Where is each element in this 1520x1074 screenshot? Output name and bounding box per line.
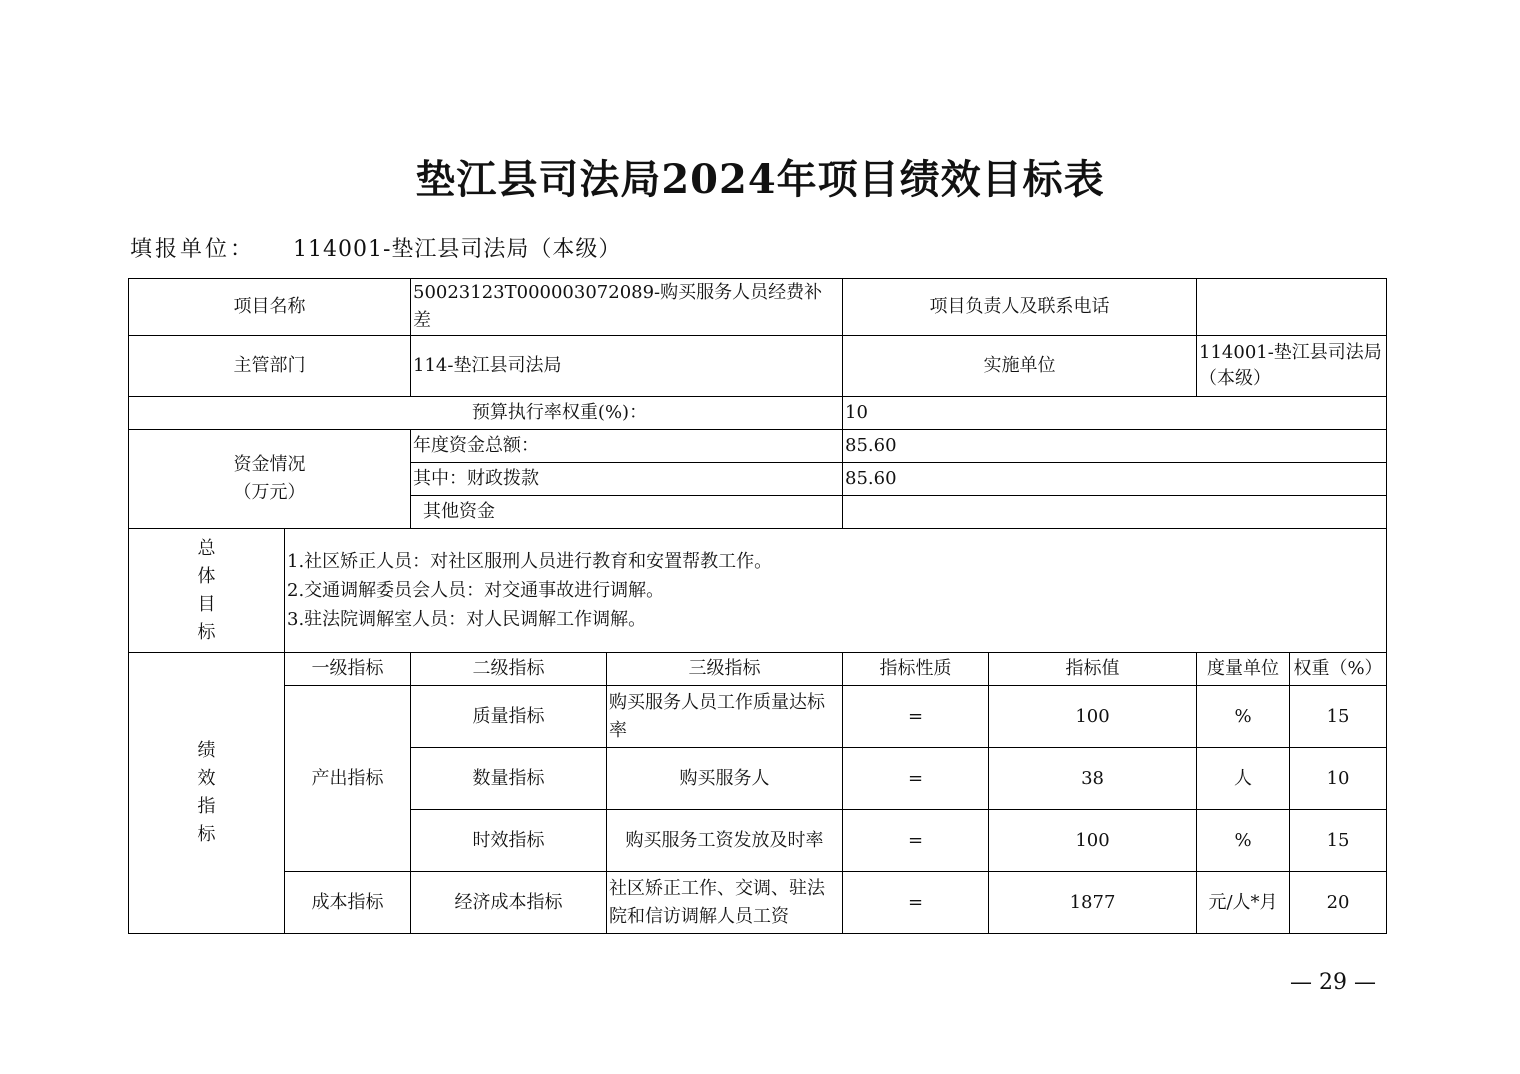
goal-line: 3.驻法院调解室人员：对人民调解工作调解。 xyxy=(287,609,647,630)
level2-cell: 数量指标 xyxy=(411,748,607,810)
funds-label-cell xyxy=(129,430,411,529)
impl-value: 114001-垫江县司法局（本级） xyxy=(1197,336,1387,397)
project-name-value: 50023123T000003072089-购买服务人员经费补差 xyxy=(411,279,843,336)
performance-target-table xyxy=(128,278,1387,934)
funds-fiscal-value: 85.60 xyxy=(843,463,1387,496)
goal-line: 1.社区矫正人员：对社区服刑人员进行教育和安置帮教工作。 xyxy=(287,551,773,572)
table-row xyxy=(129,872,1387,934)
overall-goal-label: 总 体 目 标 xyxy=(129,529,285,653)
header-level1: 一级指标 xyxy=(285,653,411,686)
funds-total-label: 年度资金总额： xyxy=(411,430,843,463)
header-level3: 三级指标 xyxy=(607,653,843,686)
budget-weight-label: 预算执行率权重(%)： xyxy=(129,397,843,430)
level2-cell: 经济成本指标 xyxy=(411,872,607,934)
value-cell: 100 xyxy=(989,810,1197,872)
weight-cell: 20 xyxy=(1290,872,1387,934)
unit-cell: % xyxy=(1197,810,1290,872)
overall-goal-content xyxy=(285,529,1387,653)
level2-cell: 质量指标 xyxy=(411,686,607,748)
header-unit: 度量单位 xyxy=(1197,653,1290,686)
weight-cell: 15 xyxy=(1290,686,1387,748)
fill-unit-value: 114001-垫江县司法局（本级） xyxy=(293,237,622,262)
budget-weight-value: 10 xyxy=(843,397,1387,430)
funds-unit: （万元） xyxy=(233,482,306,503)
contact-value xyxy=(1197,279,1387,336)
level3-cell: 社区矫正工作、交调、驻法院和信访调解人员工资 xyxy=(607,872,843,934)
header-value: 指标值 xyxy=(989,653,1197,686)
level3-cell: 购买服务工资发放及时率 xyxy=(607,810,843,872)
nature-cell: = xyxy=(843,686,989,748)
funds-other-label: 其他资金 xyxy=(411,496,843,529)
level3-cell: 购买服务人员工作质量达标率 xyxy=(607,686,843,748)
fill-unit-label: 填报单位： xyxy=(130,237,256,262)
value-cell: 100 xyxy=(989,686,1197,748)
header-nature: 指标性质 xyxy=(843,653,989,686)
funds-total-value: 85.60 xyxy=(843,430,1387,463)
nature-cell: = xyxy=(843,748,989,810)
performance-label: 绩 效 指 标 xyxy=(129,653,285,934)
output-indicator-label: 产出指标 xyxy=(285,686,411,872)
unit-cell: 人 xyxy=(1197,748,1290,810)
dept-label: 主管部门 xyxy=(129,336,411,397)
impl-label: 实施单位 xyxy=(843,336,1197,397)
weight-cell: 10 xyxy=(1290,748,1387,810)
funds-fiscal-label: 其中：财政拨款 xyxy=(411,463,843,496)
nature-cell: = xyxy=(843,810,989,872)
project-name-label: 项目名称 xyxy=(129,279,411,336)
cost-indicator-label: 成本指标 xyxy=(285,872,411,934)
funds-other-value xyxy=(843,496,1387,529)
table-row xyxy=(129,686,1387,748)
page-title: 垫江县司法局2024年项目绩效目标表 xyxy=(415,156,1105,203)
unit-cell: 元/人*月 xyxy=(1197,872,1290,934)
value-cell: 1877 xyxy=(989,872,1197,934)
page-number: — 29 — xyxy=(1290,970,1376,995)
unit-cell: % xyxy=(1197,686,1290,748)
fill-unit xyxy=(130,232,621,263)
level3-cell: 购买服务人 xyxy=(607,748,843,810)
funds-label: 资金情况 xyxy=(233,454,306,475)
level2-cell: 时效指标 xyxy=(411,810,607,872)
header-weight: 权重（%） xyxy=(1290,653,1387,686)
value-cell: 38 xyxy=(989,748,1197,810)
goal-line: 2.交通调解委员会人员：对交通事故进行调解。 xyxy=(287,580,665,601)
contact-label: 项目负责人及联系电话 xyxy=(843,279,1197,336)
dept-value: 114-垫江县司法局 xyxy=(411,336,843,397)
weight-cell: 15 xyxy=(1290,810,1387,872)
header-level2: 二级指标 xyxy=(411,653,607,686)
nature-cell: = xyxy=(843,872,989,934)
